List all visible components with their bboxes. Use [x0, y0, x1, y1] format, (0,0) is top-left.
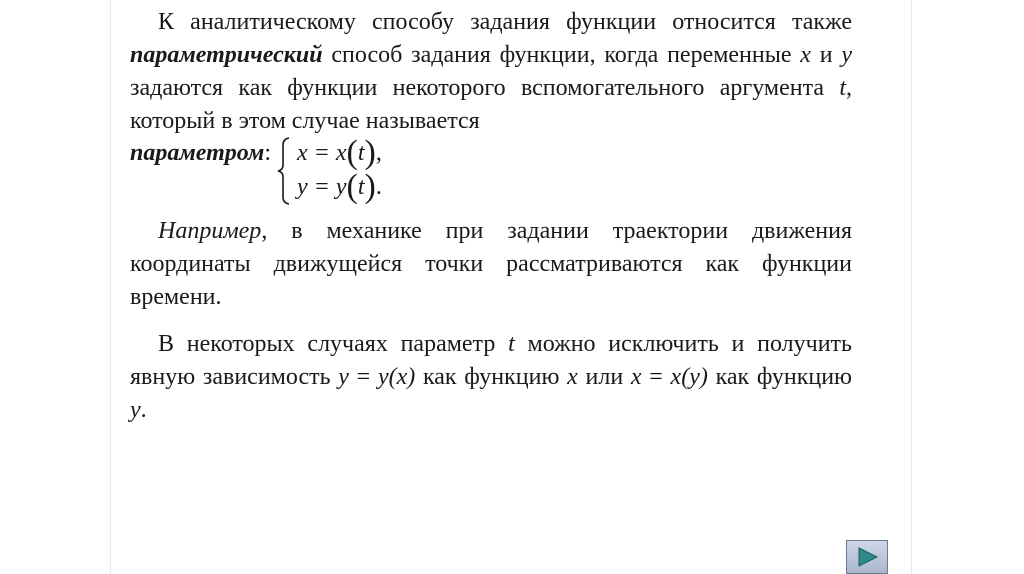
colon: : — [264, 140, 271, 166]
play-triangle-icon — [853, 546, 881, 568]
text-span: как функцию — [415, 364, 568, 390]
equation-punct: , — [375, 140, 382, 166]
equation-arg: t — [357, 140, 365, 166]
equation-arg: t — [357, 174, 365, 200]
text-span: К аналитическому способу задания функции относится также — [158, 9, 852, 35]
variable-x: x — [800, 42, 811, 68]
equals-sign: = — [348, 364, 378, 390]
equation-lhs: x = x — [297, 140, 347, 166]
term-parameter: параметром — [130, 140, 265, 166]
parameter-system-row — [130, 134, 852, 211]
close-paren: ) — [364, 168, 376, 205]
example-lead: Например — [158, 218, 262, 244]
variable-t: t — [839, 75, 846, 101]
term-parametric: параметрический — [130, 42, 323, 68]
equals-sign: = — [641, 364, 671, 390]
text-span: можно исключить и получить явную зависимость — [130, 331, 852, 390]
text-span: и — [810, 42, 842, 68]
variable-y: y — [841, 42, 852, 68]
equation-lhs: y = y — [297, 174, 347, 200]
variable-x: x — [567, 364, 578, 390]
variable-y: y — [338, 364, 349, 390]
text-span: способ задания функции, когда переменные — [322, 42, 801, 68]
text-span: , который в этом случае называется — [130, 75, 852, 134]
open-paren: ( — [346, 134, 358, 171]
equation-y — [297, 168, 382, 205]
text-span: или — [577, 364, 631, 390]
function-arg: (y) — [681, 364, 708, 390]
slide-content — [130, 6, 852, 427]
text-span: как функцию — [707, 364, 852, 390]
function-y: y — [377, 364, 389, 390]
text-span: В некоторых случаях параметр — [158, 331, 509, 357]
close-paren: ) — [364, 134, 376, 171]
left-brace-icon — [277, 137, 291, 205]
equation-x — [297, 134, 382, 171]
variable-y: y — [130, 397, 141, 423]
paragraph-example — [130, 215, 852, 314]
parameter-label — [130, 137, 271, 170]
function-arg: (x) — [388, 364, 416, 390]
paragraph-definition — [130, 6, 852, 138]
variable-t: t — [508, 331, 515, 357]
open-paren: ( — [346, 168, 358, 205]
equation-system — [277, 134, 417, 207]
text-span: . — [140, 397, 147, 423]
function-x: x — [670, 364, 682, 390]
paragraph-elimination — [130, 328, 852, 427]
next-slide-button[interactable] — [846, 540, 888, 574]
equation-punct: . — [375, 174, 382, 200]
text-span: задаются как функции некоторого вспомогательного аргумента — [130, 75, 840, 101]
text-span: , в механике при задании траектории движения координаты движущейся точки рассматриваются как функции времени. — [130, 218, 852, 310]
variable-x: x — [630, 364, 642, 390]
